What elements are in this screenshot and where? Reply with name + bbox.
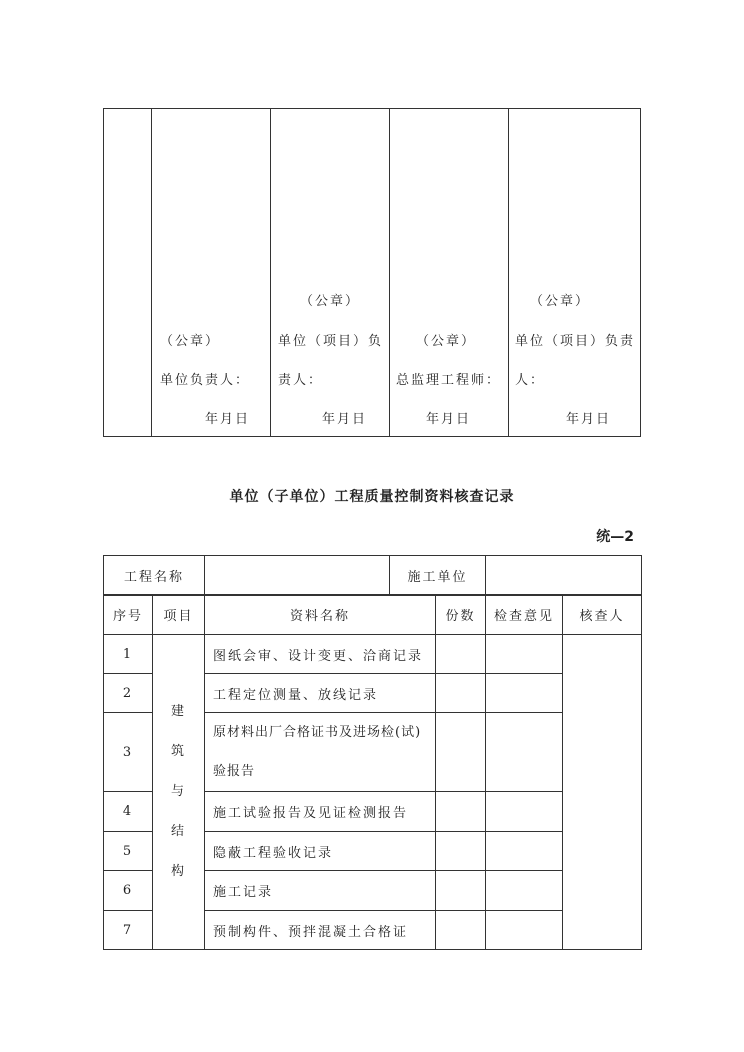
category-cell: 建筑与结构 [153, 635, 205, 950]
row-number: 4 [104, 792, 153, 832]
row-number: 2 [104, 674, 153, 713]
project-name-value[interactable] [205, 556, 390, 596]
check-opinion-cell[interactable] [486, 635, 563, 674]
document-name: 隐蔽工程验收记录 [205, 832, 436, 871]
role-label: 人： [515, 373, 546, 388]
column-header: 检查意见 [486, 595, 563, 635]
copies-cell[interactable] [436, 674, 486, 713]
document-name: 施工记录 [205, 871, 436, 911]
form-code: 统—2 [596, 529, 634, 545]
column-header: 份数 [436, 595, 486, 635]
row-number: 7 [104, 911, 153, 950]
role-label: 单位（项目）负责 [515, 334, 636, 349]
table-row [104, 635, 642, 674]
column-header: 资料名称 [205, 595, 436, 635]
role-label: 单位负责人： [160, 373, 251, 388]
seal-label: （公章） [416, 334, 477, 349]
seal-label: （公章） [530, 294, 591, 309]
project-name-label: 工程名称 [104, 556, 205, 596]
contractor-label: 施工单位 [390, 556, 486, 596]
date-label: 年月日 [426, 412, 472, 427]
copies-cell[interactable] [436, 911, 486, 950]
copies-cell[interactable] [436, 713, 486, 792]
copies-cell[interactable] [436, 832, 486, 871]
seal-label: （公章） [160, 334, 221, 349]
check-opinion-cell[interactable] [486, 713, 563, 792]
copies-cell[interactable] [436, 792, 486, 832]
row-number: 6 [104, 871, 153, 911]
copies-cell[interactable] [436, 871, 486, 911]
check-opinion-cell[interactable] [486, 911, 563, 950]
contractor-value[interactable] [486, 556, 642, 596]
check-opinion-cell[interactable] [486, 871, 563, 911]
date-label: 年月日 [322, 412, 368, 427]
role-label: 总监理工程师： [396, 373, 502, 388]
check-opinion-cell[interactable] [486, 792, 563, 832]
seal-label: （公章） [300, 294, 361, 309]
page-title: 单位（子单位）工程质量控制资料核查记录 [229, 489, 515, 505]
column-header: 序号 [104, 595, 153, 635]
check-opinion-cell[interactable] [486, 832, 563, 871]
document-name: 图纸会审、设计变更、洽商记录 [205, 635, 436, 674]
document-name: 预制构件、预拌混凝土合格证 [205, 911, 436, 950]
column-header: 核查人 [563, 595, 642, 635]
document-name: 施工试验报告及见证检测报告 [205, 792, 436, 832]
document-name: 原材料出厂合格证书及进场检(试)验报告 [205, 713, 436, 792]
copies-cell[interactable] [436, 635, 486, 674]
check-opinion-cell[interactable] [486, 674, 563, 713]
date-label: 年月日 [566, 412, 612, 427]
records-table [103, 594, 642, 950]
row-number: 1 [104, 635, 153, 674]
table-header-row [104, 595, 642, 635]
date-label: 年月日 [205, 412, 251, 427]
checker-cell[interactable] [563, 635, 642, 950]
project-info-table [103, 555, 642, 596]
role-label: 单位（项目）负 [278, 334, 384, 349]
row-number: 3 [104, 713, 153, 792]
column-header: 项目 [153, 595, 205, 635]
role-label: 责人： [278, 373, 324, 388]
document-name: 工程定位测量、放线记录 [205, 674, 436, 713]
row-number: 5 [104, 832, 153, 871]
